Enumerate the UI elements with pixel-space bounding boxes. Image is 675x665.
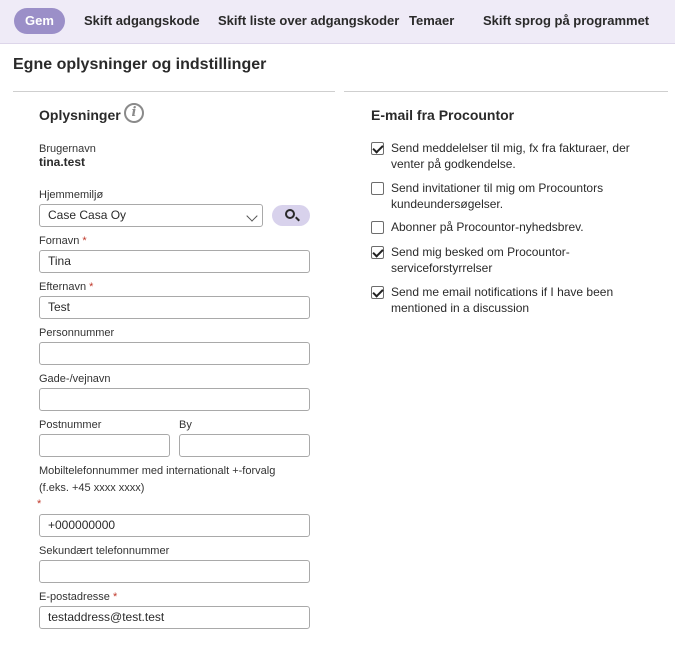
themes-button[interactable]: Temaer [409, 13, 455, 28]
postcode-field[interactable] [39, 434, 170, 457]
email-section-title: E-mail fra Procountor [371, 107, 515, 123]
search-icon [285, 209, 295, 219]
checkbox[interactable] [371, 246, 384, 259]
change-language-button[interactable]: Skift sprog på programmet [483, 13, 650, 28]
postcode-label: Postnummer [39, 419, 102, 431]
change-password-button[interactable]: Skift adgangskode [84, 13, 200, 28]
page-title: Egne oplysninger og indstillinger [13, 56, 267, 73]
chevron-down-icon [246, 210, 257, 221]
search-button[interactable] [272, 205, 310, 226]
divider-right [344, 91, 668, 92]
info-section-title: Oplysninger [39, 107, 121, 123]
secondary-phone-label: Sekundært telefonnummer [39, 545, 170, 557]
checkbox[interactable] [371, 142, 384, 155]
checkbox[interactable] [371, 286, 384, 299]
ssn-label: Personnummer [39, 327, 115, 339]
info-icon[interactable]: i [124, 103, 144, 123]
city-label: By [179, 419, 192, 431]
first-name-field[interactable]: Tina [39, 250, 310, 273]
username-value: tina.test [39, 155, 86, 169]
toolbar [0, 0, 675, 44]
city-field[interactable] [179, 434, 310, 457]
divider-left [13, 91, 335, 92]
street-label: Gade-/vejnavn [39, 373, 111, 385]
mobile-example: (f.eks. +45 xxxx xxxx) [39, 482, 145, 494]
mobile-label: Mobiltelefonnummer med internationalt +-forvalg [39, 465, 276, 477]
ssn-field[interactable] [39, 342, 310, 365]
checkbox-label: Abonner på Procountor-nyhedsbrev. [391, 220, 584, 234]
mobile-field[interactable]: +000000000 [39, 514, 310, 537]
home-env-label: Hjemmemiljø [39, 189, 104, 201]
checkbox[interactable] [371, 221, 384, 234]
checkbox-label: Send invitationer til mig om Procountors kundeundersøgelser. [391, 181, 604, 211]
change-password-list-button[interactable]: Skift liste over adgangskoder [218, 13, 400, 28]
username-label: Brugernavn [39, 143, 96, 155]
street-field[interactable] [39, 388, 310, 411]
checkbox-label: Send me email notifications if I have been mentioned in a discussion [391, 285, 614, 315]
last-name-label: Efternavn * [39, 281, 94, 293]
first-name-label: Fornavn * [39, 235, 87, 247]
secondary-phone-field[interactable] [39, 560, 310, 583]
email-field[interactable]: testaddress@test.test [39, 606, 310, 629]
checkbox[interactable] [371, 182, 384, 195]
save-button[interactable]: Gem [14, 8, 65, 34]
checkbox-label: Send mig besked om Procountor-serviceforstyrrelser [391, 245, 570, 275]
checkbox-label: Send meddelelser til mig, fx fra fakturaer, der venter på godkendelse. [391, 141, 630, 171]
email-label: E-postadresse * [39, 591, 118, 603]
home-env-value: Case Casa Oy [48, 208, 127, 222]
last-name-field[interactable]: Test [39, 296, 310, 319]
mobile-required-mark: * [37, 498, 42, 510]
home-env-select[interactable] [39, 204, 263, 227]
